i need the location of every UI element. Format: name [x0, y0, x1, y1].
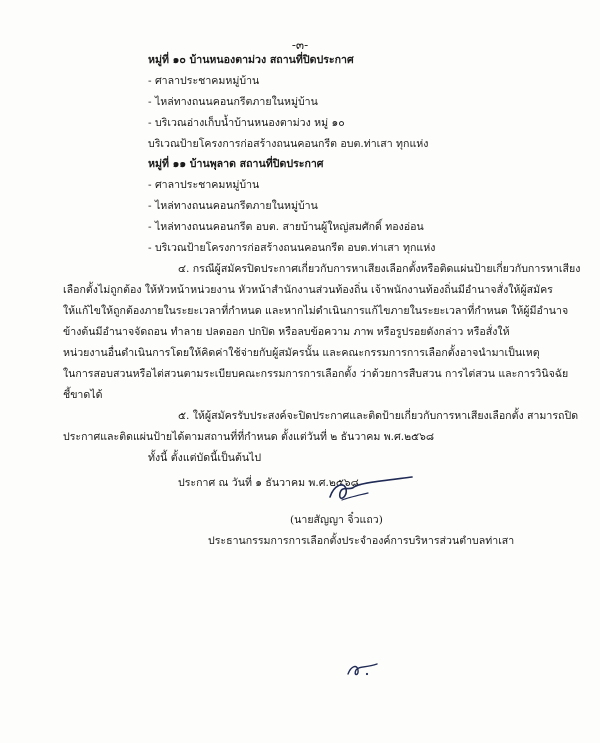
effective-statement: ทั้งนี้ ตั้งแต่บัดนี้เป็นต้นไป	[148, 452, 262, 464]
clause-4-line: ข้างต้นมีอำนาจจัดถอน ทำลาย ปลดออก ปกปิด หรือลบข้อความ ภาพ หรือรูปรอยดังกล่าว หรือสั่งให้	[63, 326, 510, 338]
signatory-name: (นายสัญญา จิ๋วแถว)	[290, 514, 383, 526]
list-item: - ศาลาประชาคมหมู่บ้าน	[148, 75, 260, 87]
page-number: -๓-	[291, 38, 309, 52]
village-10-heading: หมู่ที่ ๑๐ บ้านหนองตาม่วง สถานที่ปิดประกาศ	[148, 54, 354, 66]
signatory-position: ประธานกรรมการการเลือกตั้งประจำองค์การบริหารส่วนตำบลท่าเสา	[208, 535, 515, 547]
clause-4-line: ชี้ขาดได้	[63, 389, 103, 401]
list-item: - ไหล่ทางถนนคอนกรีต อบต. สายบ้านผู้ใหญ่สมศักดิ์ ทองอ่อน	[148, 221, 424, 233]
clause-4-line: ให้แก้ไขให้ถูกต้องภายในระยะเวลาที่กำหนด และหากไม่ดำเนินการแก้ไขภายในระยะเวลาที่กำหนด ให้ผู้มีอำนาจ	[63, 305, 569, 317]
signature-image	[320, 467, 420, 509]
village-11-heading: หมู่ที่ ๑๑ บ้านพุลาด สถานที่ปิดประกาศ	[148, 158, 324, 170]
clause-4-line: ๔. กรณีผู้สมัครปิดประกาศเกี่ยวกับการหาเสียงเลือกตั้งหรือติดแผ่นป้ายเกี่ยวกับการหาเสียง	[178, 263, 581, 275]
clause-5-line: ประกาศและติดแผ่นป้ายได้ตามสถานที่ที่กำหนด ตั้งแต่วันที่ ๒ ธันวาคม พ.ศ.๒๕๖๘	[63, 431, 435, 443]
clause-4-line: ในการสอบสวนหรือไต่สวนตามระเบียบคณะกรรมการการเลือกตั้ง ว่าด้วยการสืบสวน การไต่สวน และการวินิจฉัย	[63, 368, 569, 380]
list-item: - บริเวณอ่างเก็บน้ำบ้านหนองตาม่วง หมู่ ๑๐	[148, 117, 345, 129]
list-item: - บริเวณป้ายโครงการก่อสร้างถนนคอนกรีต อบต.ท่าเสา ทุกแห่ง	[148, 242, 436, 254]
clause-4-line: หน่วยงานอื่นดำเนินการโดยให้คิดค่าใช้จ่ายกับผู้สมัครนั้น และคณะกรรมการการเลือกตั้งอาจนำมาเป็นเหตุ	[63, 347, 540, 359]
clause-5-line: ๕. ให้ผู้สมัครรับประสงค์จะปิดประกาศและติดป้ายเกี่ยวกับการหาเสียงเลือกตั้ง สามารถปิด	[178, 410, 579, 422]
initials-mark	[345, 660, 381, 680]
list-item: บริเวณป้ายโครงการก่อสร้างถนนคอนกรีต อบต.ท่าเสา ทุกแห่ง	[148, 138, 429, 150]
clause-4-line: เลือกตั้งไม่ถูกต้อง ให้หัวหน้าหน่วยงาน หัวหน้าสำนักงานส่วนท้องถิ่น เจ้าพนักงานท้องถิ่นมีอำนาจสั่งให้ผู้สมัคร	[63, 284, 553, 296]
list-item: - ไหล่ทางถนนคอนกรีตภายในหมู่บ้าน	[148, 96, 318, 108]
announcement-date: ประกาศ ณ วันที่ ๑ ธันวาคม พ.ศ.๒๕๖๘	[178, 477, 359, 489]
list-item: - ศาลาประชาคมหมู่บ้าน	[148, 179, 260, 191]
list-item: - ไหล่ทางถนนคอนกรีตภายในหมู่บ้าน	[148, 200, 318, 212]
